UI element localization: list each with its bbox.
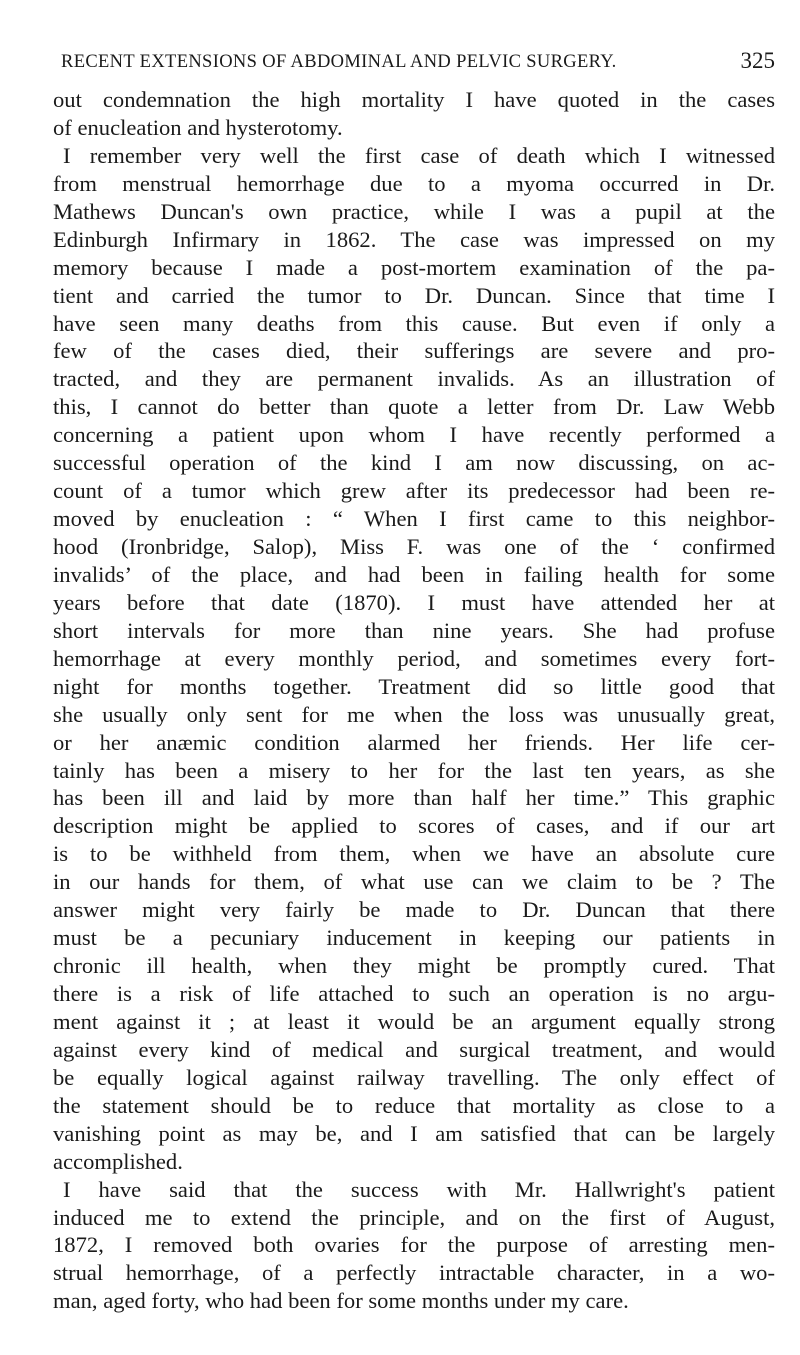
text-line: Edinburgh Infirmary in 1862. The case was impressed on my: [53, 226, 775, 252]
text-line: ment against it ; at least it would be an argument equally strong: [53, 1008, 775, 1034]
text-line: moved by enucleation : “ When I first came to this neighbor-: [53, 506, 775, 532]
text-line: short intervals for more than nine years. She had profuse: [53, 617, 775, 643]
paragraph: [53, 86, 775, 142]
text-line: tient and carried the tumor to Dr. Duncan. Since that time I: [53, 282, 775, 308]
text-line: night for months together. Treatment did so little good that: [53, 673, 775, 699]
running-head: [53, 48, 775, 78]
text-line: out condemnation the high mortality I have quoted in the cases: [53, 87, 775, 112]
text-line: the statement should be to reduce that mortality as close to a: [53, 1092, 775, 1118]
text-line: she usually only sent for me when the loss was unusually great,: [53, 701, 775, 727]
text-line: in our hands for them, of what use can we claim to be ? The: [53, 869, 775, 895]
text-line: I remember very well the first case of death which I witnessed: [63, 142, 775, 168]
text-line: memory because I made a post-mortem examination of the pa-: [53, 254, 775, 280]
text-line: or her anæmic condition alarmed her friends. Her life cer-: [53, 729, 775, 755]
text-line: tracted, and they are permanent invalids. As an illustration of: [53, 366, 775, 392]
text-line: 1872, I removed both ovaries for the purpose of arresting men-: [53, 1232, 775, 1258]
text-line: invalids’ of the place, and had been in failing health for some: [53, 561, 775, 587]
text-line: strual hemorrhage, of a perfectly intractable character, in a wo-: [53, 1260, 775, 1286]
text-line: be equally logical against railway travelling. The only effect of: [53, 1064, 775, 1090]
text-line: of enucleation and hysterotomy.: [53, 114, 343, 140]
text-line: years before that date (1870). I must have attended her at: [53, 589, 775, 615]
text-line: description might be applied to scores of cases, and if our art: [53, 813, 775, 839]
text-line: count of a tumor which grew after its predecessor had been re-: [53, 478, 775, 504]
text-line: from menstrual hemorrhage due to a myoma occurred in Dr.: [53, 170, 775, 196]
text-line: concerning a patient upon whom I have recently performed a: [53, 422, 775, 448]
text-line: vanishing point as may be, and I am satisfied that can be largely: [53, 1120, 775, 1146]
text-line: answer might very fairly be made to Dr. Duncan that there: [53, 897, 775, 923]
text-line: must be a pecuniary inducement in keeping our patients in: [53, 925, 775, 951]
text-line: against every kind of medical and surgical treatment, and would: [53, 1036, 775, 1062]
body-text: [53, 86, 775, 1315]
text-line: few of the cases died, their sufferings are severe and pro-: [53, 338, 775, 364]
text-line: man, aged forty, who had been for some months under my care.: [53, 1288, 629, 1314]
paragraph: [53, 1176, 775, 1316]
text-line: is to be withheld from them, when we have an absolute cure: [53, 841, 775, 867]
text-line: this, I cannot do better than quote a letter from Dr. Law Webb: [53, 394, 775, 420]
text-line: hemorrhage at every monthly period, and sometimes every fort-: [53, 645, 775, 671]
text-line: tainly has been a misery to her for the last ten years, as she: [53, 757, 775, 783]
text-line: Mathews Duncan's own practice, while I was a pupil at the: [53, 198, 775, 224]
running-title: RECENT EXTENSIONS OF ABDOMINAL AND PELVIC SURGERY.: [61, 52, 617, 72]
text-line: accomplished.: [53, 1148, 183, 1174]
text-line: there is a risk of life attached to such an operation is no argu-: [53, 981, 775, 1006]
paragraph: [53, 142, 775, 1176]
text-line: successful operation of the kind I am now discussing, on ac-: [53, 450, 775, 476]
text-line: I have said that the success with Mr. Hallwright's patient: [63, 1176, 775, 1202]
text-line: have seen many deaths from this cause. But even if only a: [53, 310, 775, 336]
text-line: hood (Ironbridge, Salop), Miss F. was one of the ‘ confirmed: [53, 534, 775, 559]
page-number: 325: [740, 48, 775, 73]
text-line: has been ill and laid by more than half her time.” This graphic: [53, 785, 775, 811]
text-line: chronic ill health, when they might be promptly cured. That: [53, 953, 775, 979]
text-line: induced me to extend the principle, and on the first of August,: [53, 1204, 775, 1230]
